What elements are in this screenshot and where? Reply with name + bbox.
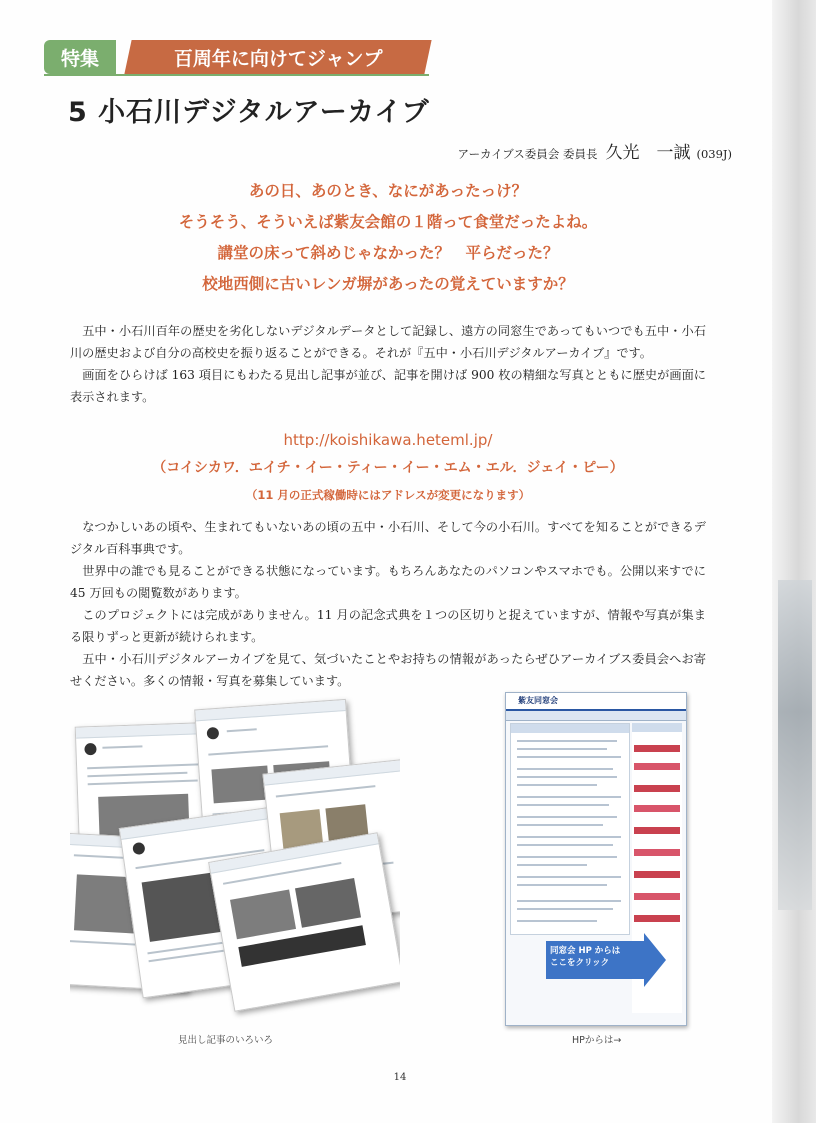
paragraph: 五中・小石川デジタルアーカイブを見て、気づいたことやお持ちの情報があったらぜひアーカイブス委員会へお寄せください。多くの情報・写真を募集しています。 <box>70 652 706 688</box>
url-reading: （コイシカワ．エイチ・イー・ティー・イー・エム・エル．ジェイ・ピー） <box>152 460 624 476</box>
feature-tag-label: 特集 <box>60 47 99 70</box>
page-number: 14 <box>393 1072 407 1083</box>
paragraph: 五中・小石川百年の歴史を劣化しないデジタルデータとして記録し、遠方の同窓生であってもいつでも五中・小石川の歴史および自分の高校史を振り返ることができる。それが『五中・小石川デジタルアーカイブ』です。 <box>70 324 706 360</box>
lead-line: あの日、あのとき、なにがあったっけ？ <box>248 182 528 200</box>
article-title: 5 小石川デジタルアーカイブ <box>68 97 430 128</box>
alumni-website-screenshot <box>505 692 687 1026</box>
collage-caption: 見出し記事のいろいろ <box>178 1035 274 1046</box>
series-title-label: 百周年に向けてジャンプ <box>173 47 383 70</box>
article-screenshot-collage <box>70 696 400 1026</box>
author-name: 久光 一誠 <box>605 143 691 163</box>
url-change-note: （11 月の正式稼働時にはアドレスが変更になります） <box>245 488 531 502</box>
body-text-main <box>70 516 706 692</box>
lead-line: 校地西側に古いレンガ塀があったの覚えていますか？ <box>202 275 574 293</box>
website-caption: HPからは→ <box>572 1035 622 1046</box>
byline <box>458 138 732 163</box>
paragraph: 世界中の誰でも見ることができる状態になっています。もちろんあなたのパソコンやスマホでも。公開以来すでに 45 万回もの閲覧数があります。 <box>70 564 706 600</box>
alumni-hp-button[interactable] <box>546 941 644 979</box>
author-code: (039J) <box>696 147 732 161</box>
button-line: 同窓会 HP からは <box>550 946 621 956</box>
lead-line: 講堂の床って斜めじゃなかった？ 平らだった？ <box>217 244 559 262</box>
adjacent-page-photo-strip <box>778 580 812 910</box>
website-menu-bar <box>506 711 686 721</box>
arrow-right-icon <box>644 933 666 987</box>
alumni-hp-button-label <box>550 945 620 969</box>
lead-questions <box>0 176 776 300</box>
website-main-column <box>510 723 630 935</box>
article-screenshot <box>208 832 400 1012</box>
lead-line: そうそう、そういえば紫友会館の１階って食堂だったよね。 <box>178 213 598 231</box>
author-role: アーカイブス委員会 委員長 <box>457 147 598 161</box>
button-line: ここをクリック <box>550 958 610 968</box>
feature-tag <box>44 40 116 74</box>
page-edge-shadow <box>772 0 816 1123</box>
website-title: 紫友同窓会 <box>518 696 558 705</box>
archive-url-link[interactable]: http://koishikawa.heteml.jp/ <box>283 431 493 449</box>
body-text-intro <box>70 320 706 408</box>
url-block <box>0 426 776 508</box>
paragraph: このプロジェクトには完成がありません。11 月の記念式典を１つの区切りと捉えていますが、情報や写真が集まる限りずっと更新が続けられます。 <box>70 608 706 644</box>
paragraph: 画面をひらけば 163 項目にもわたる見出し記事が並び、記事を開けば 900 枚の精細な写真とともに歴史が画面に表示されます。 <box>70 368 706 404</box>
header-rule <box>44 74 429 76</box>
paragraph: なつかしいあの頃や、生まれてもいないあの頃の五中・小石川、そして今の小石川。すべてを知ることができるデジタル百科事典です。 <box>70 520 706 556</box>
series-title-banner <box>124 40 431 74</box>
website-header <box>506 693 686 711</box>
